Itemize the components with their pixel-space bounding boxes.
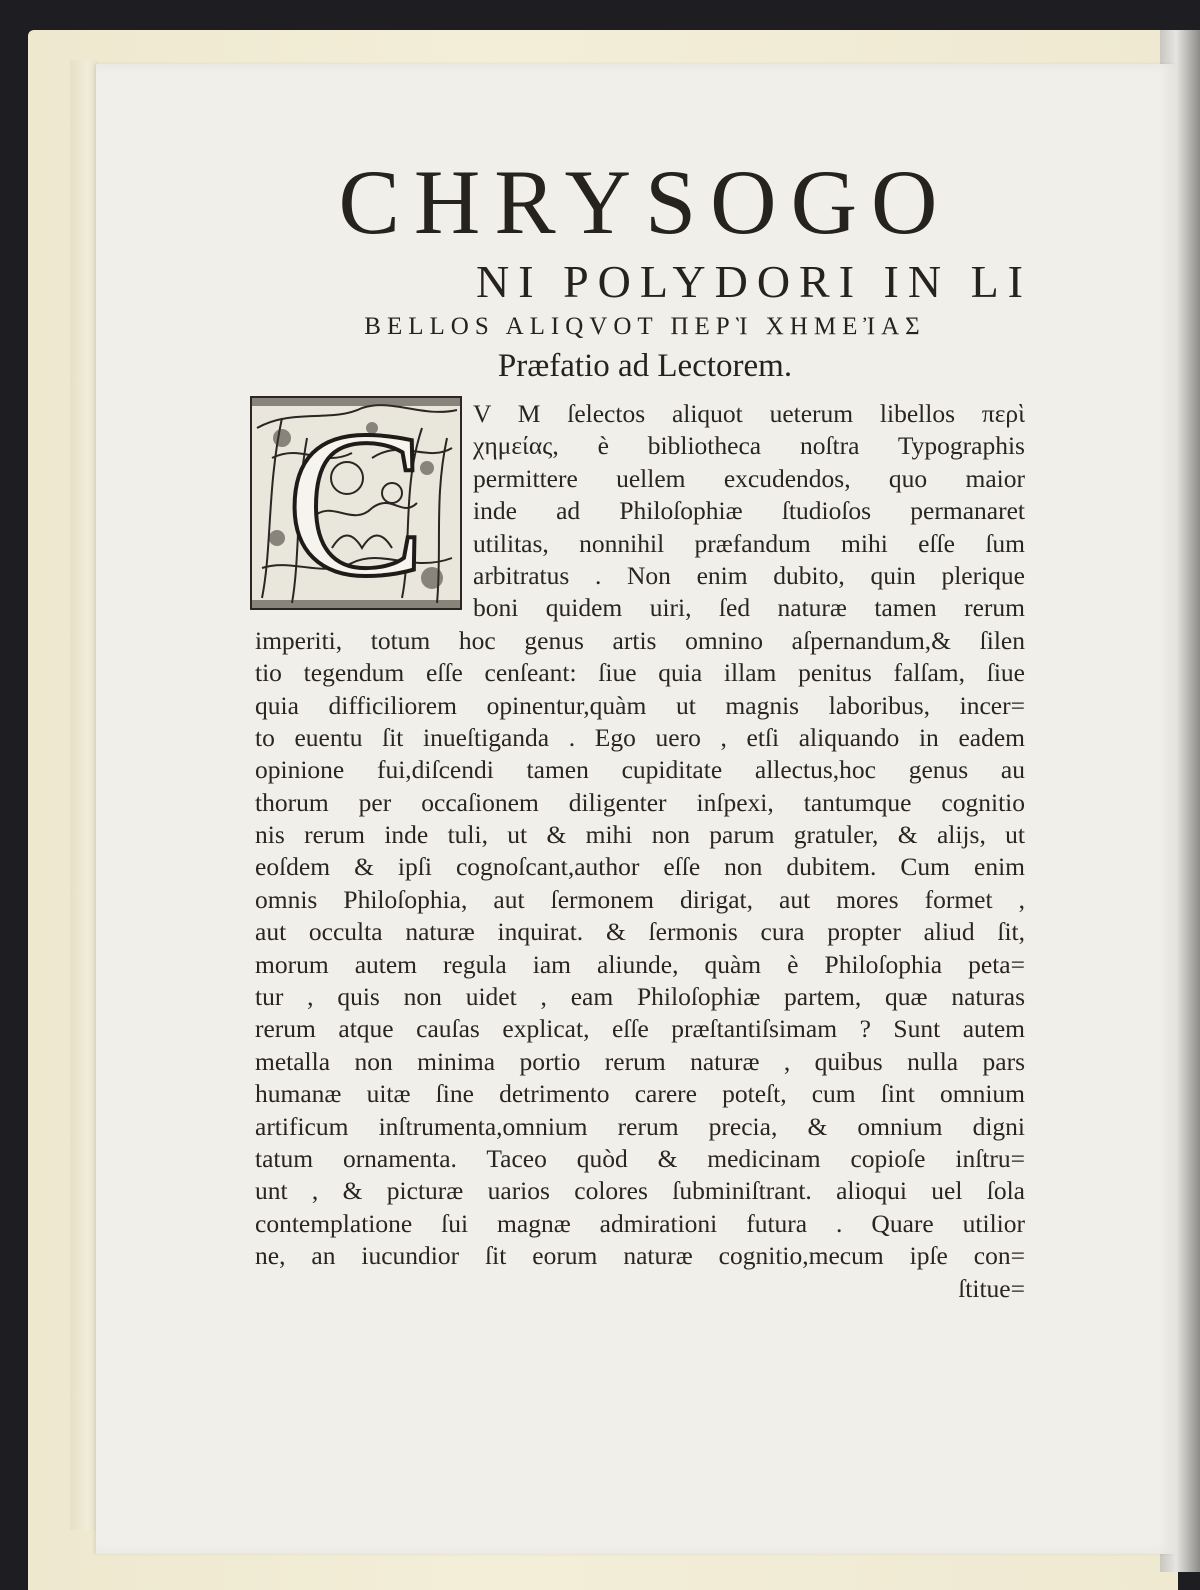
text-line: ne, an iucundior ſit eorum naturæ cognitio,mecum ipſe con= [255,1241,1025,1271]
text-line: arbitratus . Non enim dubito, quin plerique [473,560,1025,590]
text-line: to euentu ſit inueſtiganda . Ego uero , etſi aliquando in eadem [255,722,1025,752]
text-line: utilitas, nonnihil præfandum mihi eſſe ſum [473,528,1025,558]
text-line: metalla non minima portio rerum naturæ , quibus nulla pars [255,1046,1025,1076]
text-line: thorum per occaſionem diligenter inſpexi, tantumque cognitio [255,787,1025,817]
text-line: omnis Philoſophia, aut ſermonem dirigat, aut mores formet , [255,884,1025,914]
initial-letter: C [285,398,427,608]
title-line-2: NI POLYDORI IN LI [476,256,1032,307]
title-block [250,150,1040,388]
text-line: tatum ornamenta. Taceo quòd & medicinam copioſe inſtru= [255,1143,1025,1173]
text-line: boni quidem uiri, ſed naturæ tamen rerum [473,593,1025,623]
text-line: inde ad Philoſophiæ ſtudioſos permanaret [473,496,1025,526]
text-line: χημείας, è bibliotheca noſtra Typographis [473,431,1025,461]
text-line: tio tegendum eſſe cenſeant: ſiue quia illam penitus falſam, ſiue [255,658,1025,688]
text-line: aut occulta naturæ inquirat. & ſermonis cura propter aliud ſit, [255,917,1025,947]
text-line: unt , & picturæ uarios colores ſubminiſtrant. alioqui uel ſola [255,1176,1025,1206]
title-line-1: CHRYSOGO [338,151,952,253]
text-line: humanæ uitæ ſine detrimento carere poteſt, cum ſint omnium [255,1079,1025,1109]
catchword: ſtitue= [958,1273,1025,1303]
text-line: quia difficiliorem opinentur,quàm ut magnis laboribus, incer= [255,690,1025,720]
text-line: morum autem regula iam aliunde, quàm è Philoſophia peta= [255,949,1025,979]
text-line: rerum atque cauſas explicat, eſſe præſtantiſsimam ? Sunt autem [255,1014,1025,1044]
text-line: tur , quis non uidet , eam Philoſophiæ partem, quæ naturas [255,982,1025,1012]
text-line: contemplatione ſui magnæ admirationi futura . Quare utilior [255,1208,1025,1238]
body-text [255,398,1025,1305]
title-line-4: Præfatio ad Lectorem. [497,348,793,384]
vellum-fold [70,60,98,1530]
text-line: eoſdem & ipſi cognoſcant,author eſſe non dubitem. Cum enim [255,852,1025,882]
text-line: imperiti, totum hoc genus artis omnino aſpernandum,& ſilen [255,625,1025,655]
title-line-3: BELLOS ALIQVOT ΠΕΡῚ ΧΗΜΕἸΑΣ [364,313,926,340]
text-line: opinione fui,diſcendi tamen cupiditate allectus,hoc genus au [255,755,1025,785]
text-line: permittere uellem excudendos, quo maior [473,463,1025,493]
text-line: V M ſelectos aliquot ueterum libellos περὶ [473,399,1025,428]
text-line: nis rerum inde tuli, ut & mihi non parum gratuler, & alijs, ut [255,820,1025,850]
text-line: artificum inſtrumenta,omnium rerum precia, & omnium digni [255,1111,1025,1141]
